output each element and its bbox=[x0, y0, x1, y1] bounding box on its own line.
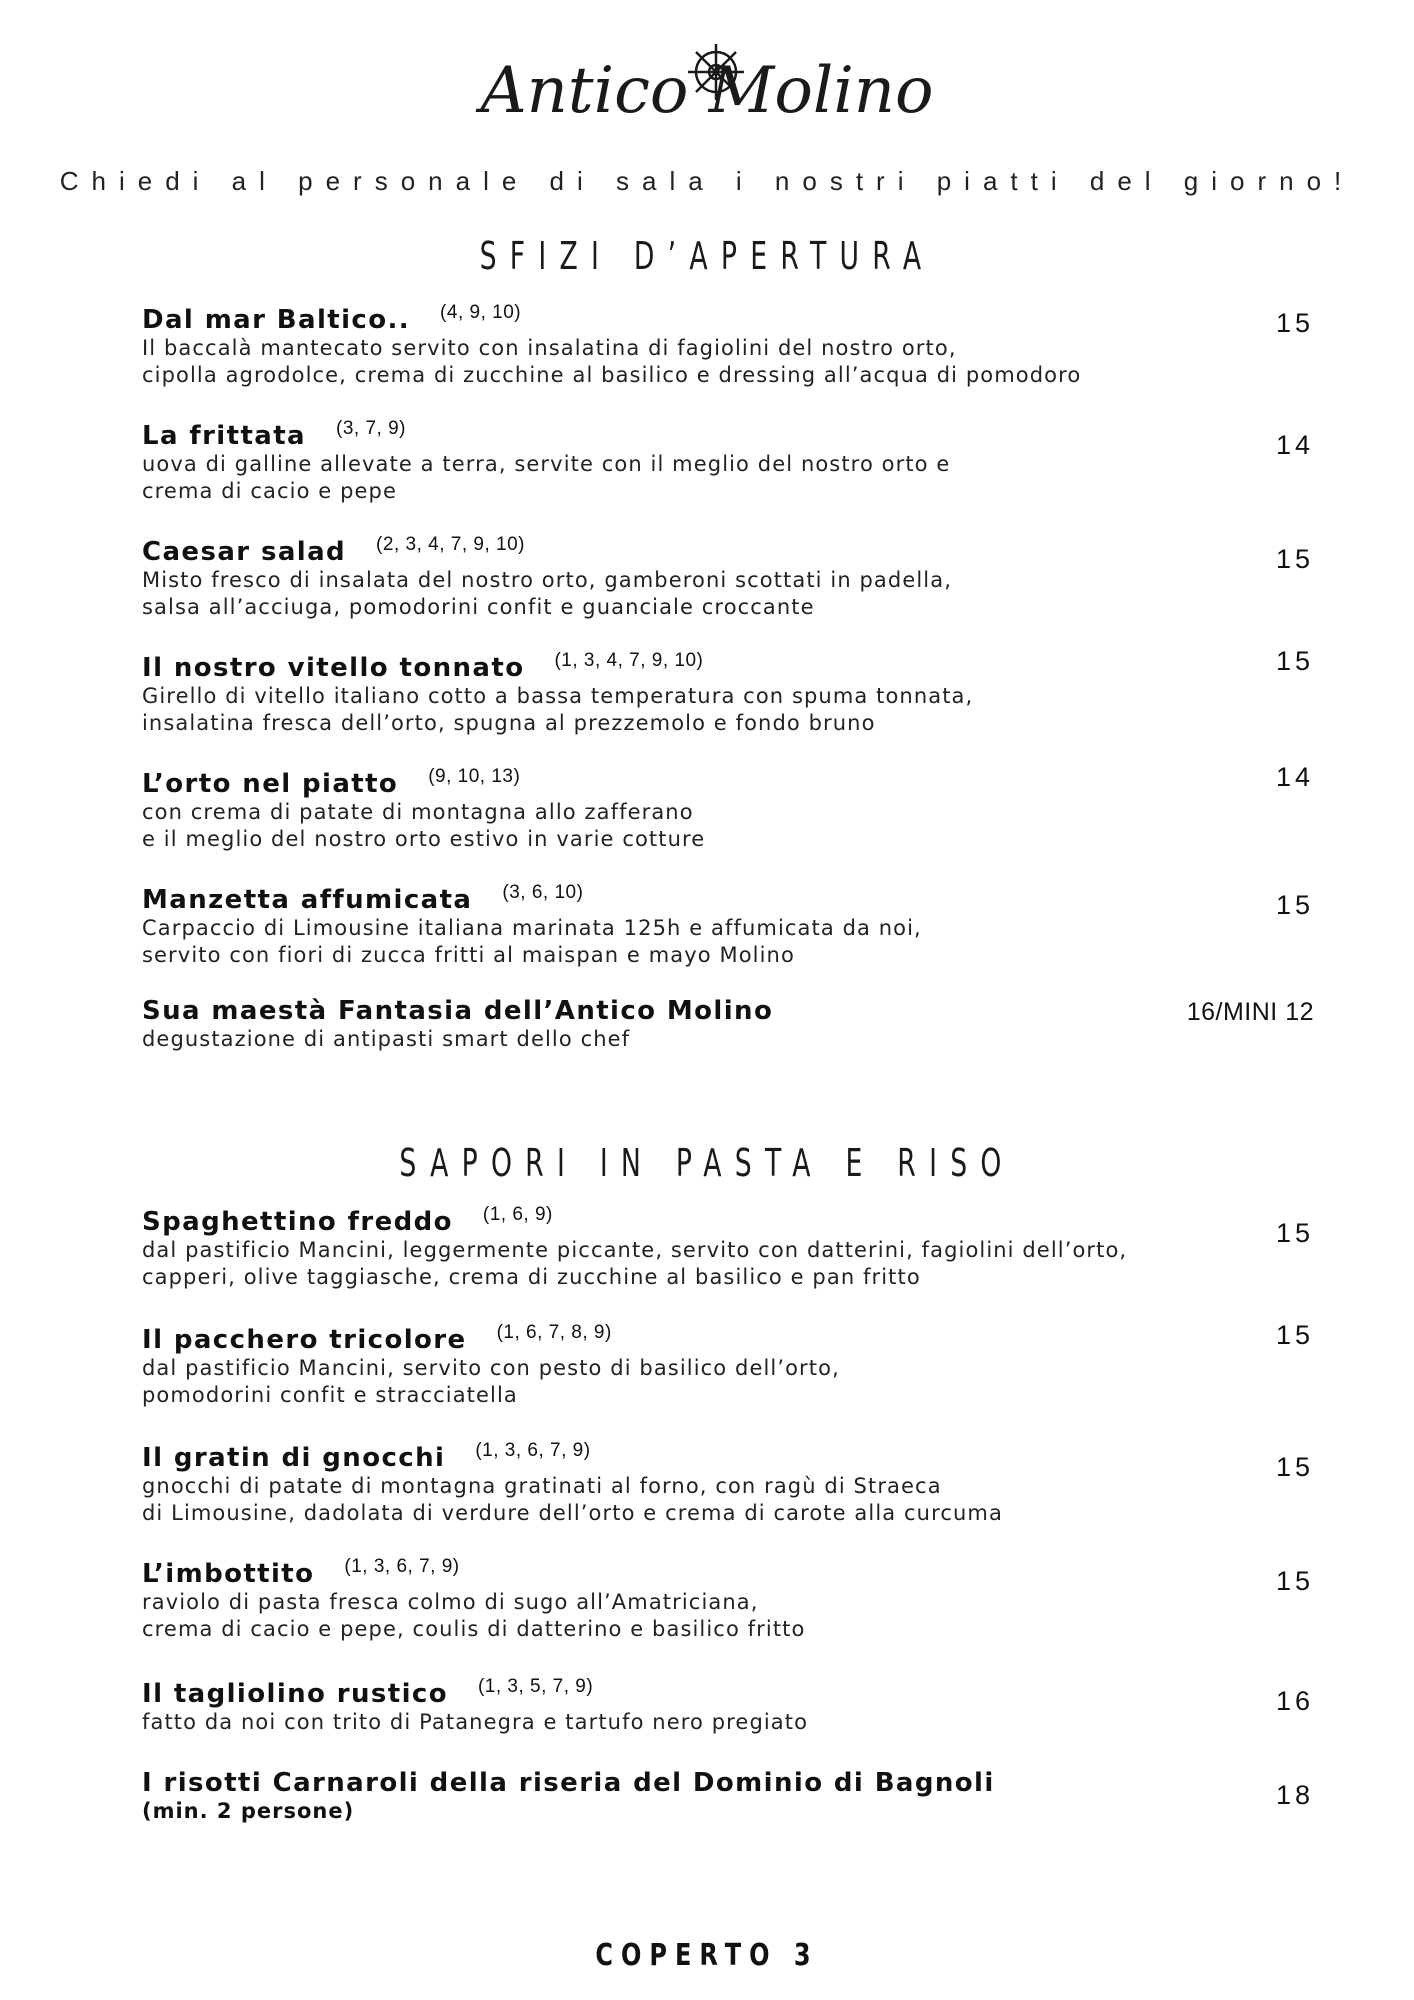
dish-name: Il tagliolino rustico bbox=[142, 1679, 448, 1709]
dish-description: uova di galline allevate a terra, servite con il meglio del nostro orto e crema di cacio e pepe bbox=[142, 452, 951, 503]
section-title-sfizi: SFIZI D’APERTURA bbox=[479, 234, 935, 278]
allergens: (3, 7, 9) bbox=[336, 418, 406, 439]
dish-name: Il gratin di gnocchi bbox=[142, 1443, 446, 1473]
dish-price: 16 bbox=[1275, 1686, 1314, 1716]
menu-item bbox=[142, 1204, 1312, 1291]
menu-item bbox=[142, 302, 1312, 389]
dish-name: Caesar salad bbox=[142, 537, 347, 567]
allergens: (1, 3, 4, 7, 9, 10) bbox=[554, 650, 704, 671]
dish-name: Dal mar Baltico.. bbox=[142, 305, 411, 335]
dish-description: Carpaccio di Limousine italiana marinata 125h e affumicata da noi, servito con fiori di zucca fritti al maispan e mayo Molino bbox=[142, 916, 922, 967]
dish-name: L’orto nel piatto bbox=[142, 769, 399, 799]
tagline: Chiedi al personale di sala i nostri piatti del giorno! bbox=[59, 166, 1355, 196]
dish-price: 16/MINI 12 bbox=[1186, 998, 1314, 1026]
dish-price: 15 bbox=[1275, 1218, 1314, 1248]
allergens: (2, 3, 4, 7, 9, 10) bbox=[376, 534, 525, 555]
dish-price: 15 bbox=[1275, 1452, 1314, 1482]
dish-name: I risotti Carnaroli della riseria del Dominio di Bagnoli bbox=[142, 1768, 995, 1798]
dish-description: Girello di vitello italiano cotto a bassa temperatura con spuma tonnata, insalatina fresca dell’orto, spugna al prezzemolo e fondo bruno bbox=[142, 684, 974, 735]
dish-price: 15 bbox=[1275, 308, 1314, 338]
menu-item bbox=[142, 1322, 1312, 1409]
menu-item bbox=[142, 1556, 1312, 1643]
dish-description: raviolo di pasta fresca colmo di sugo all’Amatriciana, crema di cacio e pepe, coulis di datterino e basilico fritto bbox=[142, 1590, 806, 1641]
dish-description: con crema di patate di montagna allo zafferano e il meglio del nostro orto estivo in varie cotture bbox=[142, 800, 706, 851]
dish-name: Il nostro vitello tonnato bbox=[142, 653, 525, 683]
allergens: (9, 10, 13) bbox=[428, 766, 521, 787]
dish-price: 14 bbox=[1275, 430, 1314, 460]
allergens: (4, 9, 10) bbox=[440, 302, 522, 323]
dish-description: Misto fresco di insalata del nostro orto, gamberoni scottati in padella, salsa all’acciuga, pomodorini confit e guanciale croccante bbox=[142, 568, 952, 619]
allergens: (1, 3, 6, 7, 9) bbox=[475, 1440, 591, 1461]
dish-name: Manzetta affumicata bbox=[142, 885, 473, 915]
dish-price: 15 bbox=[1275, 1320, 1314, 1350]
dish-name: Il pacchero tricolore bbox=[142, 1325, 467, 1355]
antico-molino-logo bbox=[0, 28, 1414, 138]
dish-name: La frittata bbox=[142, 421, 306, 451]
dish-name: L’imbottito bbox=[142, 1559, 315, 1589]
dish-description: dal pastificio Mancini, leggermente piccante, servito con datterini, fagiolini dell’orto, capperi, olive taggiasche, crema di zucchine al basilico e pan fritto bbox=[142, 1238, 1128, 1289]
dish-price: 15 bbox=[1275, 544, 1314, 574]
dish-description: Il baccalà mantecato servito con insalatina di fagiolini del nostro orto, cipolla agrodolce, crema di zucchine al basilico e dressing all’acqua di pomodoro bbox=[142, 336, 1082, 387]
dish-price: 15 bbox=[1275, 1566, 1314, 1596]
menu-item bbox=[142, 882, 1312, 969]
dish-note: (min. 2 persone) bbox=[142, 1799, 355, 1823]
dish-description: degustazione di antipasti smart dello chef bbox=[142, 1027, 631, 1051]
dish-price: 15 bbox=[1275, 646, 1314, 676]
menu-item bbox=[142, 418, 1312, 505]
dish-description: dal pastificio Mancini, servito con pesto di basilico dell’orto, pomodorini confit e stracciatella bbox=[142, 1356, 840, 1407]
allergens: (3, 6, 10) bbox=[502, 882, 584, 903]
dish-name: Spaghettino freddo bbox=[142, 1207, 453, 1237]
coperto-charge: COPERTO 3 bbox=[595, 1938, 819, 1973]
dish-price: 14 bbox=[1275, 762, 1314, 792]
allergens: (1, 3, 5, 7, 9) bbox=[477, 1676, 594, 1697]
menu-item bbox=[142, 534, 1312, 621]
mill-wheel-icon bbox=[688, 44, 744, 100]
dish-description: fatto da noi con trito di Patanegra e tartufo nero pregiato bbox=[142, 1710, 809, 1734]
menu-item bbox=[142, 1768, 1312, 1825]
section-title-sapori: SAPORI IN PASTA E RISO bbox=[399, 1141, 1015, 1185]
menu-item bbox=[142, 996, 1312, 1053]
dish-price: 18 bbox=[1275, 1780, 1314, 1810]
allergens: (1, 3, 6, 7, 9) bbox=[344, 1556, 460, 1577]
allergens: (1, 6, 9) bbox=[482, 1204, 553, 1225]
menu-item bbox=[142, 1676, 1312, 1736]
dish-description: gnocchi di patate di montagna gratinati al forno, con ragù di Straeca di Limousine, dadolata di verdure dell’orto e crema di carote alla curcuma bbox=[142, 1474, 1003, 1525]
menu-item bbox=[142, 650, 1312, 737]
logo-text: Antico Molino bbox=[480, 54, 934, 128]
dish-price: 15 bbox=[1275, 890, 1314, 920]
dish-name: Sua maestà Fantasia dell’Antico Molino bbox=[142, 996, 774, 1026]
allergens: (1, 6, 7, 8, 9) bbox=[496, 1322, 612, 1343]
menu-item bbox=[142, 766, 1312, 853]
menu-item bbox=[142, 1440, 1312, 1527]
